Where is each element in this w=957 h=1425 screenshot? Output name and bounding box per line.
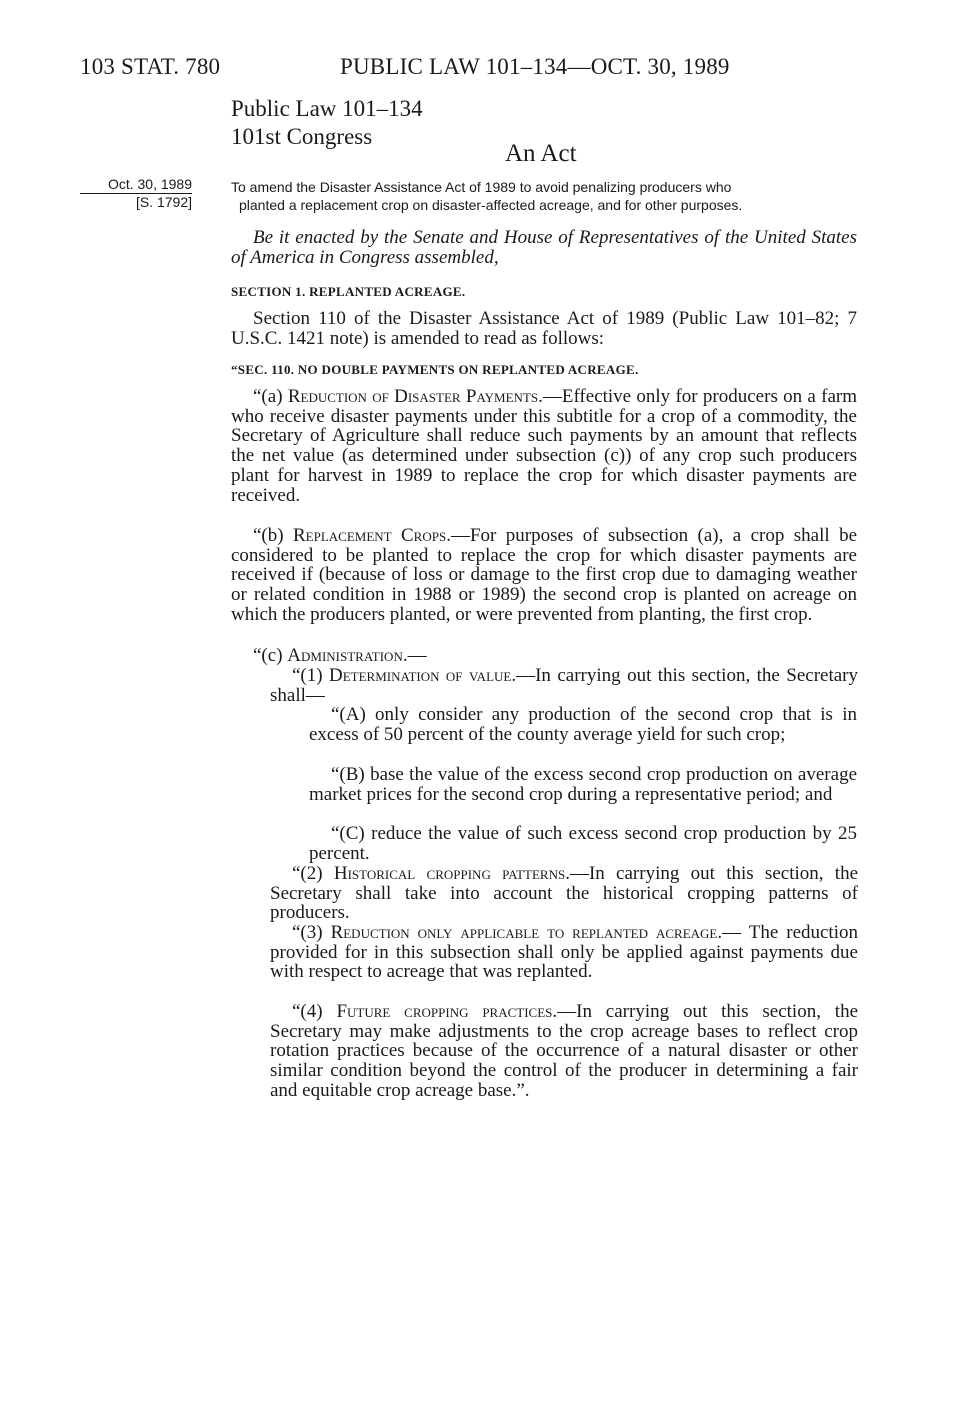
paragraph-c4-title: Future cropping practices. xyxy=(336,1001,558,1022)
margin-note xyxy=(80,176,192,210)
subsection-a-text: —Effective only for producers on a farm who receive disaster payments under this subtitle for a crop of a commodity, the Secretary of Agriculture shall reduce such payments by an amount that reflects the net value (as determined under subsection (c)) of any crop such producers plant for harvest in 1989 to replace the crop for which disaster payments are received. xyxy=(231,386,858,506)
paragraph-c4-label: “(4) xyxy=(292,1001,323,1022)
paragraph-c4 xyxy=(270,1002,858,1101)
paragraph-c4-text: —In carrying out this section, the Secretary may make adjustments to the crop acreage bases to reflect crop rotation practices because of the occurrence of a natural disaster or other similar condition beyond the control of the producer in determining a fair and equitable crop acreage base.”. xyxy=(270,1001,858,1101)
subsection-b-text: —For purposes of subsection (a), a crop shall be considered to be planted to replace the crop for which disaster payments are received if (because of loss or damage to the first crop due to damaging weather or related condition in 1988 or 1989) the second crop is planted on acreage on which the producers planted, or were prevented from planting, the first crop. xyxy=(231,525,857,625)
law-title-block xyxy=(231,95,423,151)
subsection-c-title: Administration. xyxy=(287,645,408,666)
purpose-line-2: planted a replacement crop on disaster-affected acreage, and for other purposes. xyxy=(239,197,743,213)
paragraph-c1-label: “(1) xyxy=(292,665,323,686)
public-law-number: Public Law 101–134 xyxy=(231,96,423,121)
paragraph-c1-text: —In carrying out this section, the Secretary shall— xyxy=(270,665,858,706)
paragraph-c3-label: “(3) xyxy=(292,922,323,943)
paragraph-c1 xyxy=(270,666,858,705)
enacting-clause xyxy=(231,228,857,268)
section-1-text: Section 110 of the Disaster Assistance Act of 1989 (Public Law 101–82; 7 U.S.C. 1421 note) is amended to read as follows: xyxy=(231,308,857,349)
subsection-a-title: Reduction of Disaster Payments. xyxy=(287,386,543,407)
subsection-a xyxy=(231,387,857,505)
act-purpose xyxy=(231,178,857,214)
subsection-c-heading xyxy=(253,646,857,666)
page-stat-number: 103 STAT. 780 xyxy=(80,54,221,79)
paragraph-c3-title: Reduction only applicable to replanted acreage. xyxy=(330,922,723,943)
purpose-line-1: To amend the Disaster Assistance Act of 1989 to avoid penalizing producers who xyxy=(231,179,732,195)
paragraph-c1-title: Determination of value. xyxy=(329,665,517,686)
subparagraph-c1-A: “(A) only consider any production of the second crop that is in excess of 50 percent of the county average yield for such crop; xyxy=(309,704,857,745)
enacting-clause-text: Be it enacted by the Senate and House of Representatives of the United States of America in Congress assembled, xyxy=(231,227,857,268)
subsection-b-label: “(b) xyxy=(253,525,284,546)
margin-date: Oct. 30, 1989 xyxy=(80,176,192,194)
paragraph-c3 xyxy=(270,923,858,982)
congress-number: 101st Congress xyxy=(231,124,373,149)
subparagraph-c1-B: “(B) base the value of the excess second crop production on average market prices for the second crop during a representative period; and xyxy=(309,764,857,805)
section-1-heading: SECTION 1. REPLANTED ACREAGE. xyxy=(231,284,466,299)
paragraph-c2-text: —In carrying out this section, the Secretary shall take into account the historical cropping patterns of producers. xyxy=(270,863,858,924)
paragraph-c2 xyxy=(270,864,858,923)
paragraph-c2-title: Historical cropping patterns. xyxy=(333,863,570,884)
subsection-b xyxy=(231,526,857,625)
paragraph-c2-label: “(2) xyxy=(292,863,323,884)
margin-bill-number: [S. 1792] xyxy=(135,194,192,210)
subparagraph-c1-C: “(C) reduce the value of such excess second crop production by 25 percent. xyxy=(309,823,857,864)
paragraph-c3-text: — The reduction provided for in this subsection shall only be applied against payments due with respect to acreage that was replanted. xyxy=(270,922,858,983)
subsection-b-title: Replacement Crops. xyxy=(293,525,451,546)
subsection-c-dash: — xyxy=(407,645,427,666)
subsection-c-label: “(c) xyxy=(253,645,283,666)
subsection-a-label: “(a) xyxy=(253,386,283,407)
sec-110-heading: “SEC. 110. NO DOUBLE PAYMENTS ON REPLANTED ACREAGE. xyxy=(231,362,639,377)
act-heading: An Act xyxy=(505,140,577,167)
running-title: PUBLIC LAW 101–134—OCT. 30, 1989 xyxy=(340,54,730,79)
